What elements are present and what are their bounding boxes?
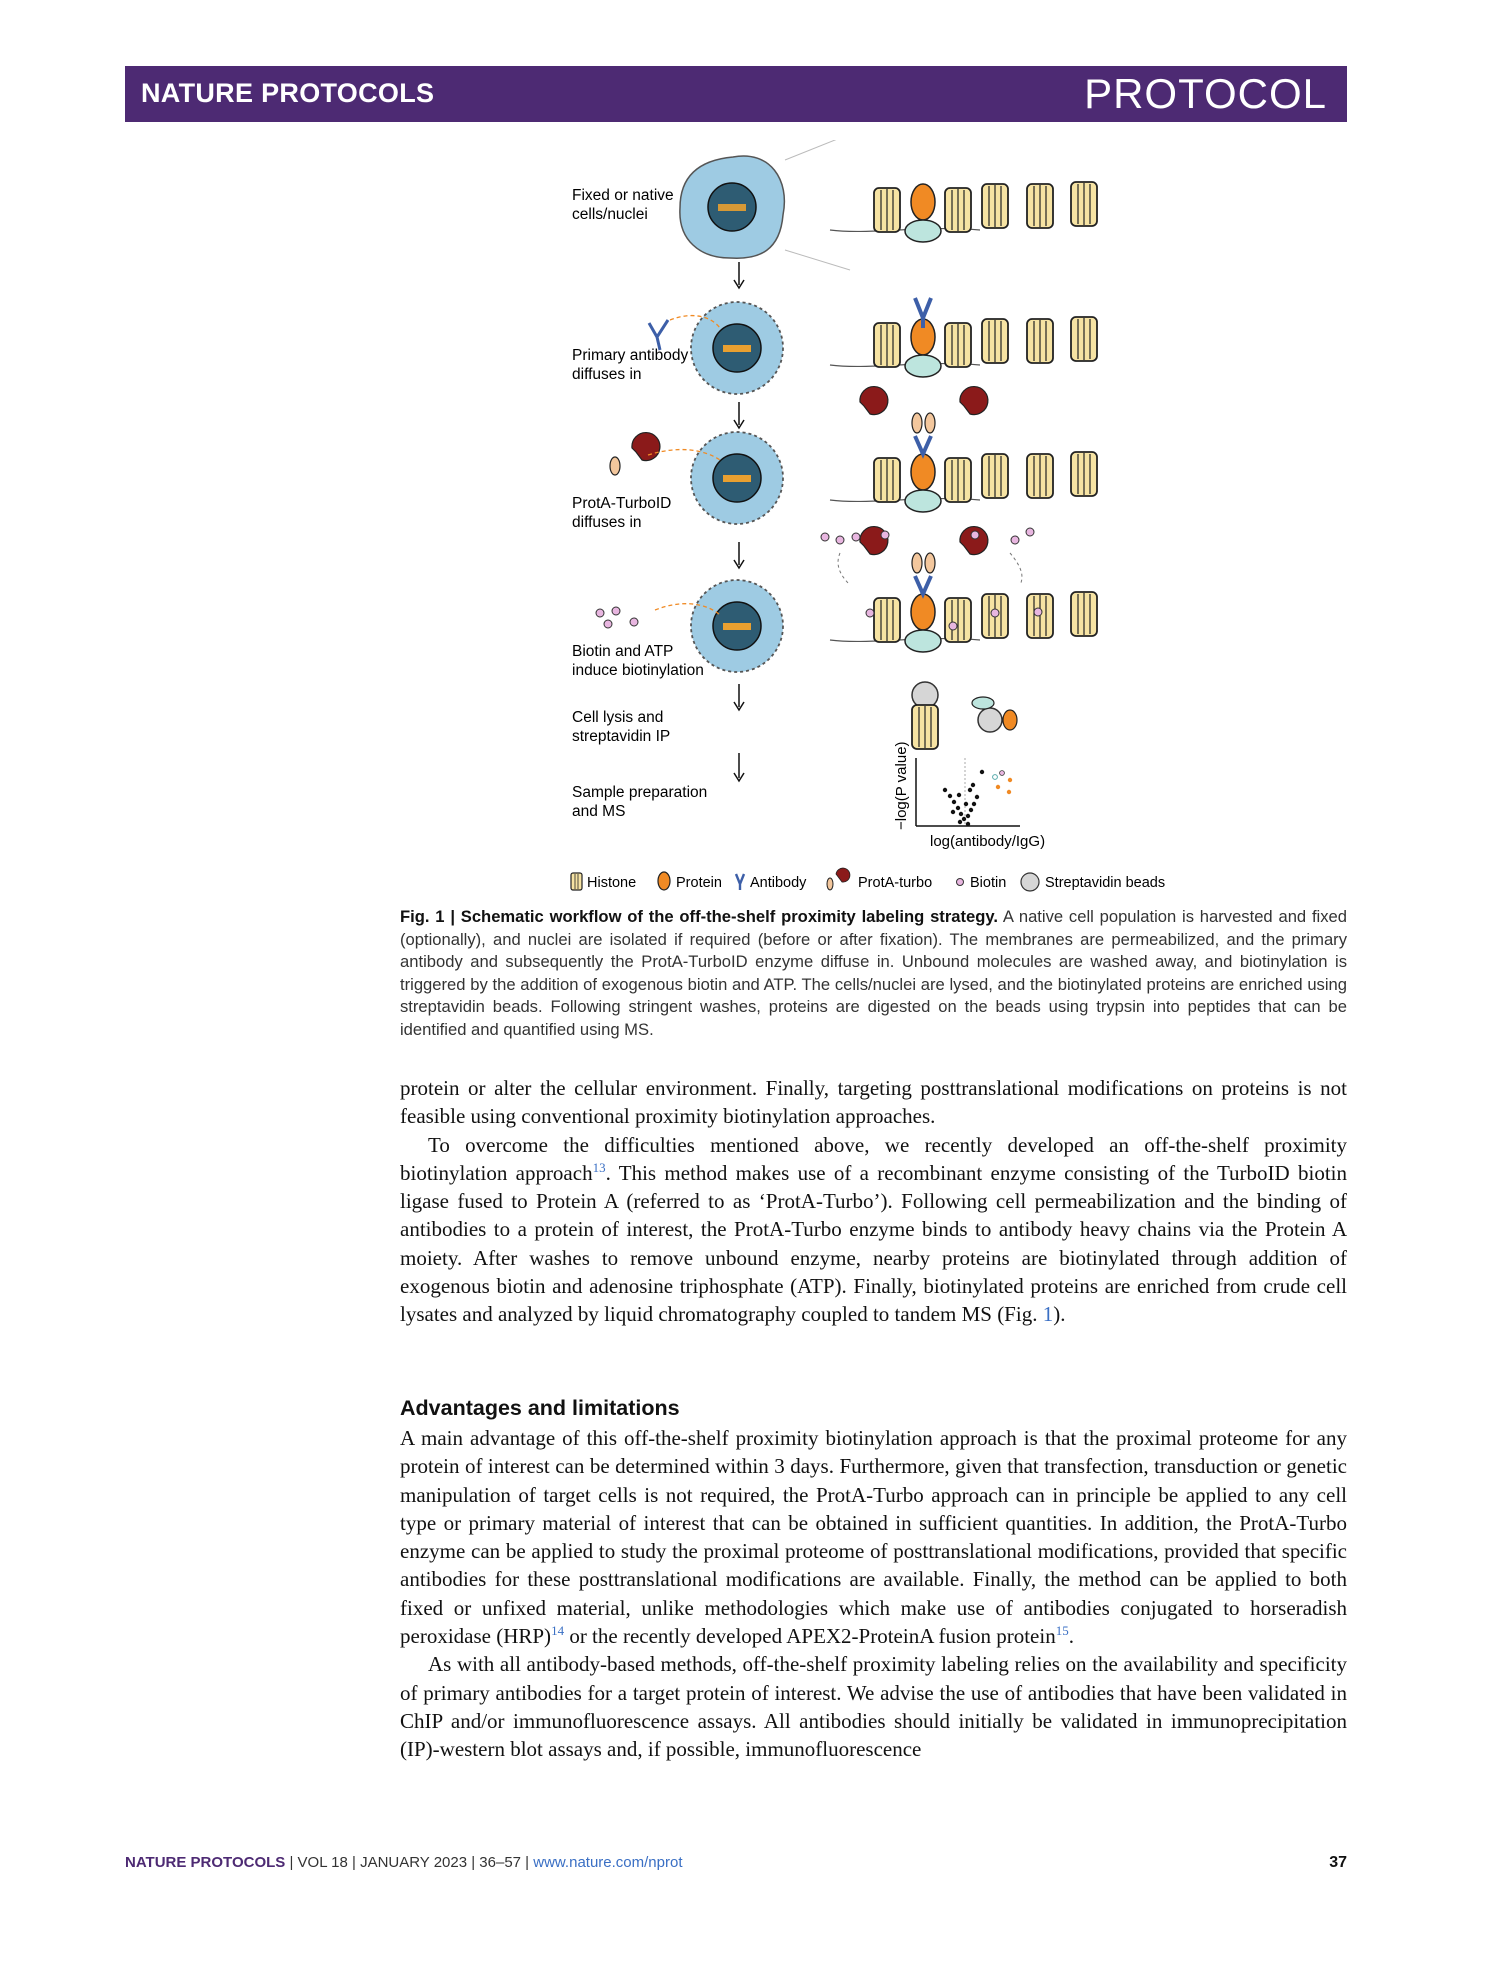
footer-url-link[interactable]: www.nature.com/nprot: [533, 1854, 683, 1871]
chromatin-row-4: [821, 527, 1097, 652]
paragraph-1: protein or alter the cellular environment. Finally, targeting posttranslational modifications on proteins is not feasible using conventional proximity biotinylation approaches.: [400, 1076, 1347, 1129]
step-1-line-2: cells/nuclei: [572, 206, 648, 223]
label-step-5: [572, 709, 670, 745]
volcano-x-label: log(antibody/IgG): [930, 833, 1046, 850]
step-6-line-2: and MS: [572, 803, 626, 820]
section-heading: Advantages and limitations: [400, 1396, 680, 1420]
paragraph-4: As with all antibody-based methods, off-the-shelf proximity labeling relies on the availability and specificity of primary antibodies for a target protein of interest. We advise the use of antibodies that have been validated in ChIP and/or immunofluorescence assays. All antibodies should initially be validated in immunoprecipitation (IP)-western blot assays and, if possible, immunofluorescence: [400, 1652, 1347, 1762]
step-5-line-1: Cell lysis and: [572, 709, 664, 726]
legend-histone: Histone: [587, 875, 637, 891]
arrow-down-icon: [734, 402, 744, 428]
body-text-block-1: [400, 1074, 1347, 1329]
step-2-line-2: diffuses in: [572, 366, 642, 383]
label-step-2: [572, 347, 689, 383]
paragraph-3-part-1: A main advantage of this off-the-shelf proximity biotinylation approach is that the proximal proteome for any protein of interest can be determined within 3 days. Furthermore, given that transfection, transduction or genetic manipulation of target cells is not required, the ProtA-Turbo approach can in principle be applied to any cell type or primary material of interest that can be obtained in sufficient quantities. In addition, the ProtA-Turbo enzyme can be applied to study the proximal proteome of posttranslational modifications, provided that specific antibodies for these posttranslational modifications are available. Finally, the method can be applied to both fixed or unfixed material, unlike methodologies which make use of antibodies conjugated to horseradish peroxidase (HRP): [400, 1426, 1347, 1649]
article-type: PROTOCOL: [1084, 70, 1327, 117]
paragraph-3-part-2: or the recently developed APEX2-ProteinA fusion protein: [564, 1624, 1056, 1649]
reference-15[interactable]: 15: [1055, 1623, 1069, 1639]
footer-details: | VOL 18 | JANUARY 2023 | 36–57 |: [285, 1854, 534, 1871]
figure-1-schematic: [540, 140, 1220, 900]
footer-journal: NATURE PROTOCOLS: [125, 1854, 286, 1871]
body-text-block-2: [400, 1424, 1347, 1764]
label-step-1: [572, 187, 674, 223]
journal-header-bar: [125, 66, 1347, 122]
legend-biotin: Biotin: [970, 875, 1007, 891]
caption-label: Fig. 1 | Schematic workflow of the off-the-shelf proximity labeling strategy.: [400, 907, 999, 926]
step-6-line-1: Sample preparation: [572, 784, 708, 801]
label-step-6: [572, 784, 707, 820]
page-number: 37: [1329, 1854, 1347, 1871]
arrow-down-icon: [734, 753, 744, 781]
caption-text: A native cell population is harvested and fixed (optionally), and nuclei are isolated if required (before or after fixation). The membranes are permeabilized, and the primary antibody and subsequently the ProtA-TurboID enzyme diffuse in. Unbound molecules are washed away, and biotinylation is triggered by the addition of exogenous biotin and ATP. The cells/nuclei are lysed, and the biotinylated proteins are enriched using streptavidin beads. Following stringent washes, proteins are digested on the beads using trypsin into peptides that can be identified and quantified using MS.: [400, 907, 1347, 1039]
reference-14[interactable]: 14: [551, 1623, 565, 1639]
label-step-4: [572, 643, 704, 679]
figure-legend: [571, 868, 1165, 891]
step-1-line-1: Fixed or native: [572, 187, 674, 204]
legend-streptavidin-beads: Streptavidin beads: [1045, 875, 1166, 891]
legend-antibody: Antibody: [750, 875, 807, 891]
step-5-line-2: streptavidin IP: [572, 728, 671, 745]
streptavidin-bead-icon: [1021, 873, 1039, 891]
protein-icon: [658, 872, 670, 890]
step-3-line-1: ProtA-TurboID: [572, 495, 672, 512]
figure-caption: [400, 906, 1347, 1041]
step-2-line-1: Primary antibody: [572, 347, 689, 364]
antibody-icon: [736, 874, 744, 890]
step-4-line-1: Biotin and ATP: [572, 643, 674, 660]
paragraph-2: [400, 1131, 1347, 1329]
volcano-plot: [893, 741, 1045, 850]
legend-protein: Protein: [676, 875, 722, 891]
paragraph-2-part-1: To overcome the difficulties mentioned above, we recently developed an off-the-shelf proximity biotinylation approach: [400, 1132, 1347, 1185]
protA-turbo-icon: [827, 868, 850, 890]
journal-name: NATURE PROTOCOLS: [141, 78, 435, 108]
arrow-down-icon: [734, 542, 744, 568]
volcano-y-label: −log(P value): [893, 741, 910, 830]
paragraph-2-part-2: . This method makes use of a recombinant enzyme consisting of the TurboID biotin ligase fused to Protein A (referred to as ‘ProtA-Turbo’). Following cell permeabilization and the binding of antibodies to a protein of interest, the ProtA-Turbo enzyme binds to antibody heavy chains via the Protein A moiety. After washes to remove unbound enzyme, nearby proteins are biotinylated through addition of exogenous biotin and adenosine triphosphate (ATP). Finally, biotinylated proteins are enriched from crude cell lysates and analyzed by liquid chromatography coupled to tandem MS (Fig.: [400, 1160, 1347, 1327]
chromatin-row-2: [830, 298, 1097, 377]
page-footer: [125, 1854, 1347, 1871]
volcano-points: [943, 770, 1012, 826]
arrow-down-icon: [734, 684, 744, 710]
step-3-line-2: diffuses in: [572, 514, 642, 531]
step-4-line-2: induce biotinylation: [572, 662, 704, 679]
arrow-down-icon: [734, 262, 744, 288]
label-step-3: [572, 495, 671, 531]
streptavidin-beads: [912, 682, 1017, 749]
cell-step-1: [680, 140, 850, 270]
histone-icon: [571, 873, 582, 890]
paragraph-2-part-3: ).: [1053, 1302, 1066, 1327]
paragraph-3: [400, 1424, 1347, 1650]
chromatin-row-3: [830, 387, 1097, 512]
chromatin-row-1: [830, 182, 1097, 242]
biotin-icon: [957, 879, 964, 886]
reference-13[interactable]: 13: [592, 1159, 606, 1175]
legend-prota-turbo: ProtA-turbo: [858, 875, 933, 891]
figure-1-link[interactable]: 1: [1042, 1302, 1054, 1327]
paragraph-3-part-3: .: [1068, 1624, 1074, 1649]
